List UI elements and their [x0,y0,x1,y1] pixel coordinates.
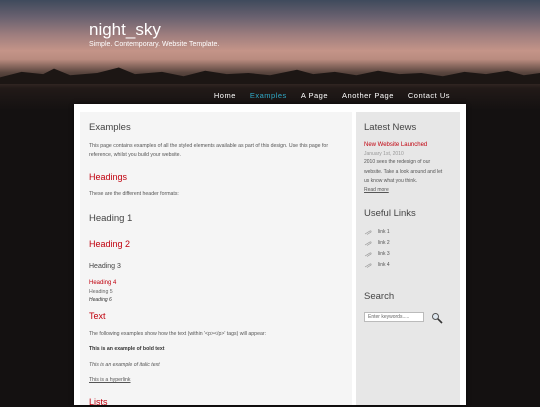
page-title: Examples [89,122,131,133]
menubar [214,91,450,100]
site-slogan: Simple. Contemporary. Website Template. [89,41,220,48]
paperclip-icon [364,252,372,257]
useful-link-label: link 3 [378,251,390,257]
useful-links-title: Useful Links [364,208,416,219]
heading-4-example: Heading 4 [89,280,117,286]
lists-title: Lists [89,397,108,407]
heading-2-example: Heading 2 [89,239,131,249]
bold-text-example: This is an example of bold text [89,346,165,352]
useful-link-2[interactable] [364,240,390,246]
hyperlink-example[interactable]: This is a hyperlink [89,377,131,383]
useful-link-label: link 4 [378,262,390,268]
paperclip-icon [364,263,372,268]
menu-item-a-page[interactable]: A Page [300,91,329,100]
menu-item-another-page[interactable]: Another Page [342,91,394,100]
paperclip-icon [364,230,372,235]
text-title: Text [89,311,106,321]
site-title[interactable]: night_sky [89,20,161,39]
news-body: 2010 sees the redesign of our website. Take a look around and let us know what you think. [364,159,443,184]
useful-link-4[interactable] [364,262,390,268]
useful-link-3[interactable] [364,251,390,257]
headings-title: Headings [89,172,128,182]
useful-link-label: link 1 [378,229,390,235]
latest-news-title: Latest News [364,122,417,133]
search-title: Search [364,291,395,302]
heading-3-example: Heading 3 [89,263,121,270]
useful-link-label: link 2 [378,240,390,246]
headings-intro: These are the different header formats: [89,191,179,197]
search-input[interactable]: Enter keywords..... [364,312,424,322]
paperclip-icon [364,241,372,246]
useful-link-1[interactable] [364,229,390,235]
menu-item-home[interactable]: Home [213,91,236,100]
heading-1-example: Heading 1 [89,213,133,224]
main-content [80,112,352,405]
read-more-link[interactable]: Read more [364,187,389,193]
heading-6-example: Heading 6 [89,297,112,303]
heading-5-example: Heading 5 [89,289,113,295]
news-date: January 1st, 2010 [364,151,404,157]
search-icon[interactable] [431,312,443,324]
text-intro: The following examples show how the text (within '<p></p>' tags) will appear: [89,331,267,337]
sidebar [356,112,460,405]
intro-text: This page contains examples of all the styled elements available as part of this design. Use this page for reference, whilst you build your website. [89,143,329,158]
italic-text-example: This is an example of italic text [89,362,160,368]
menu-item-contact-us[interactable]: Contact Us [407,91,450,100]
menu-item-examples[interactable]: Examples [249,91,287,100]
news-item-title[interactable]: New Website Launched [364,142,428,148]
